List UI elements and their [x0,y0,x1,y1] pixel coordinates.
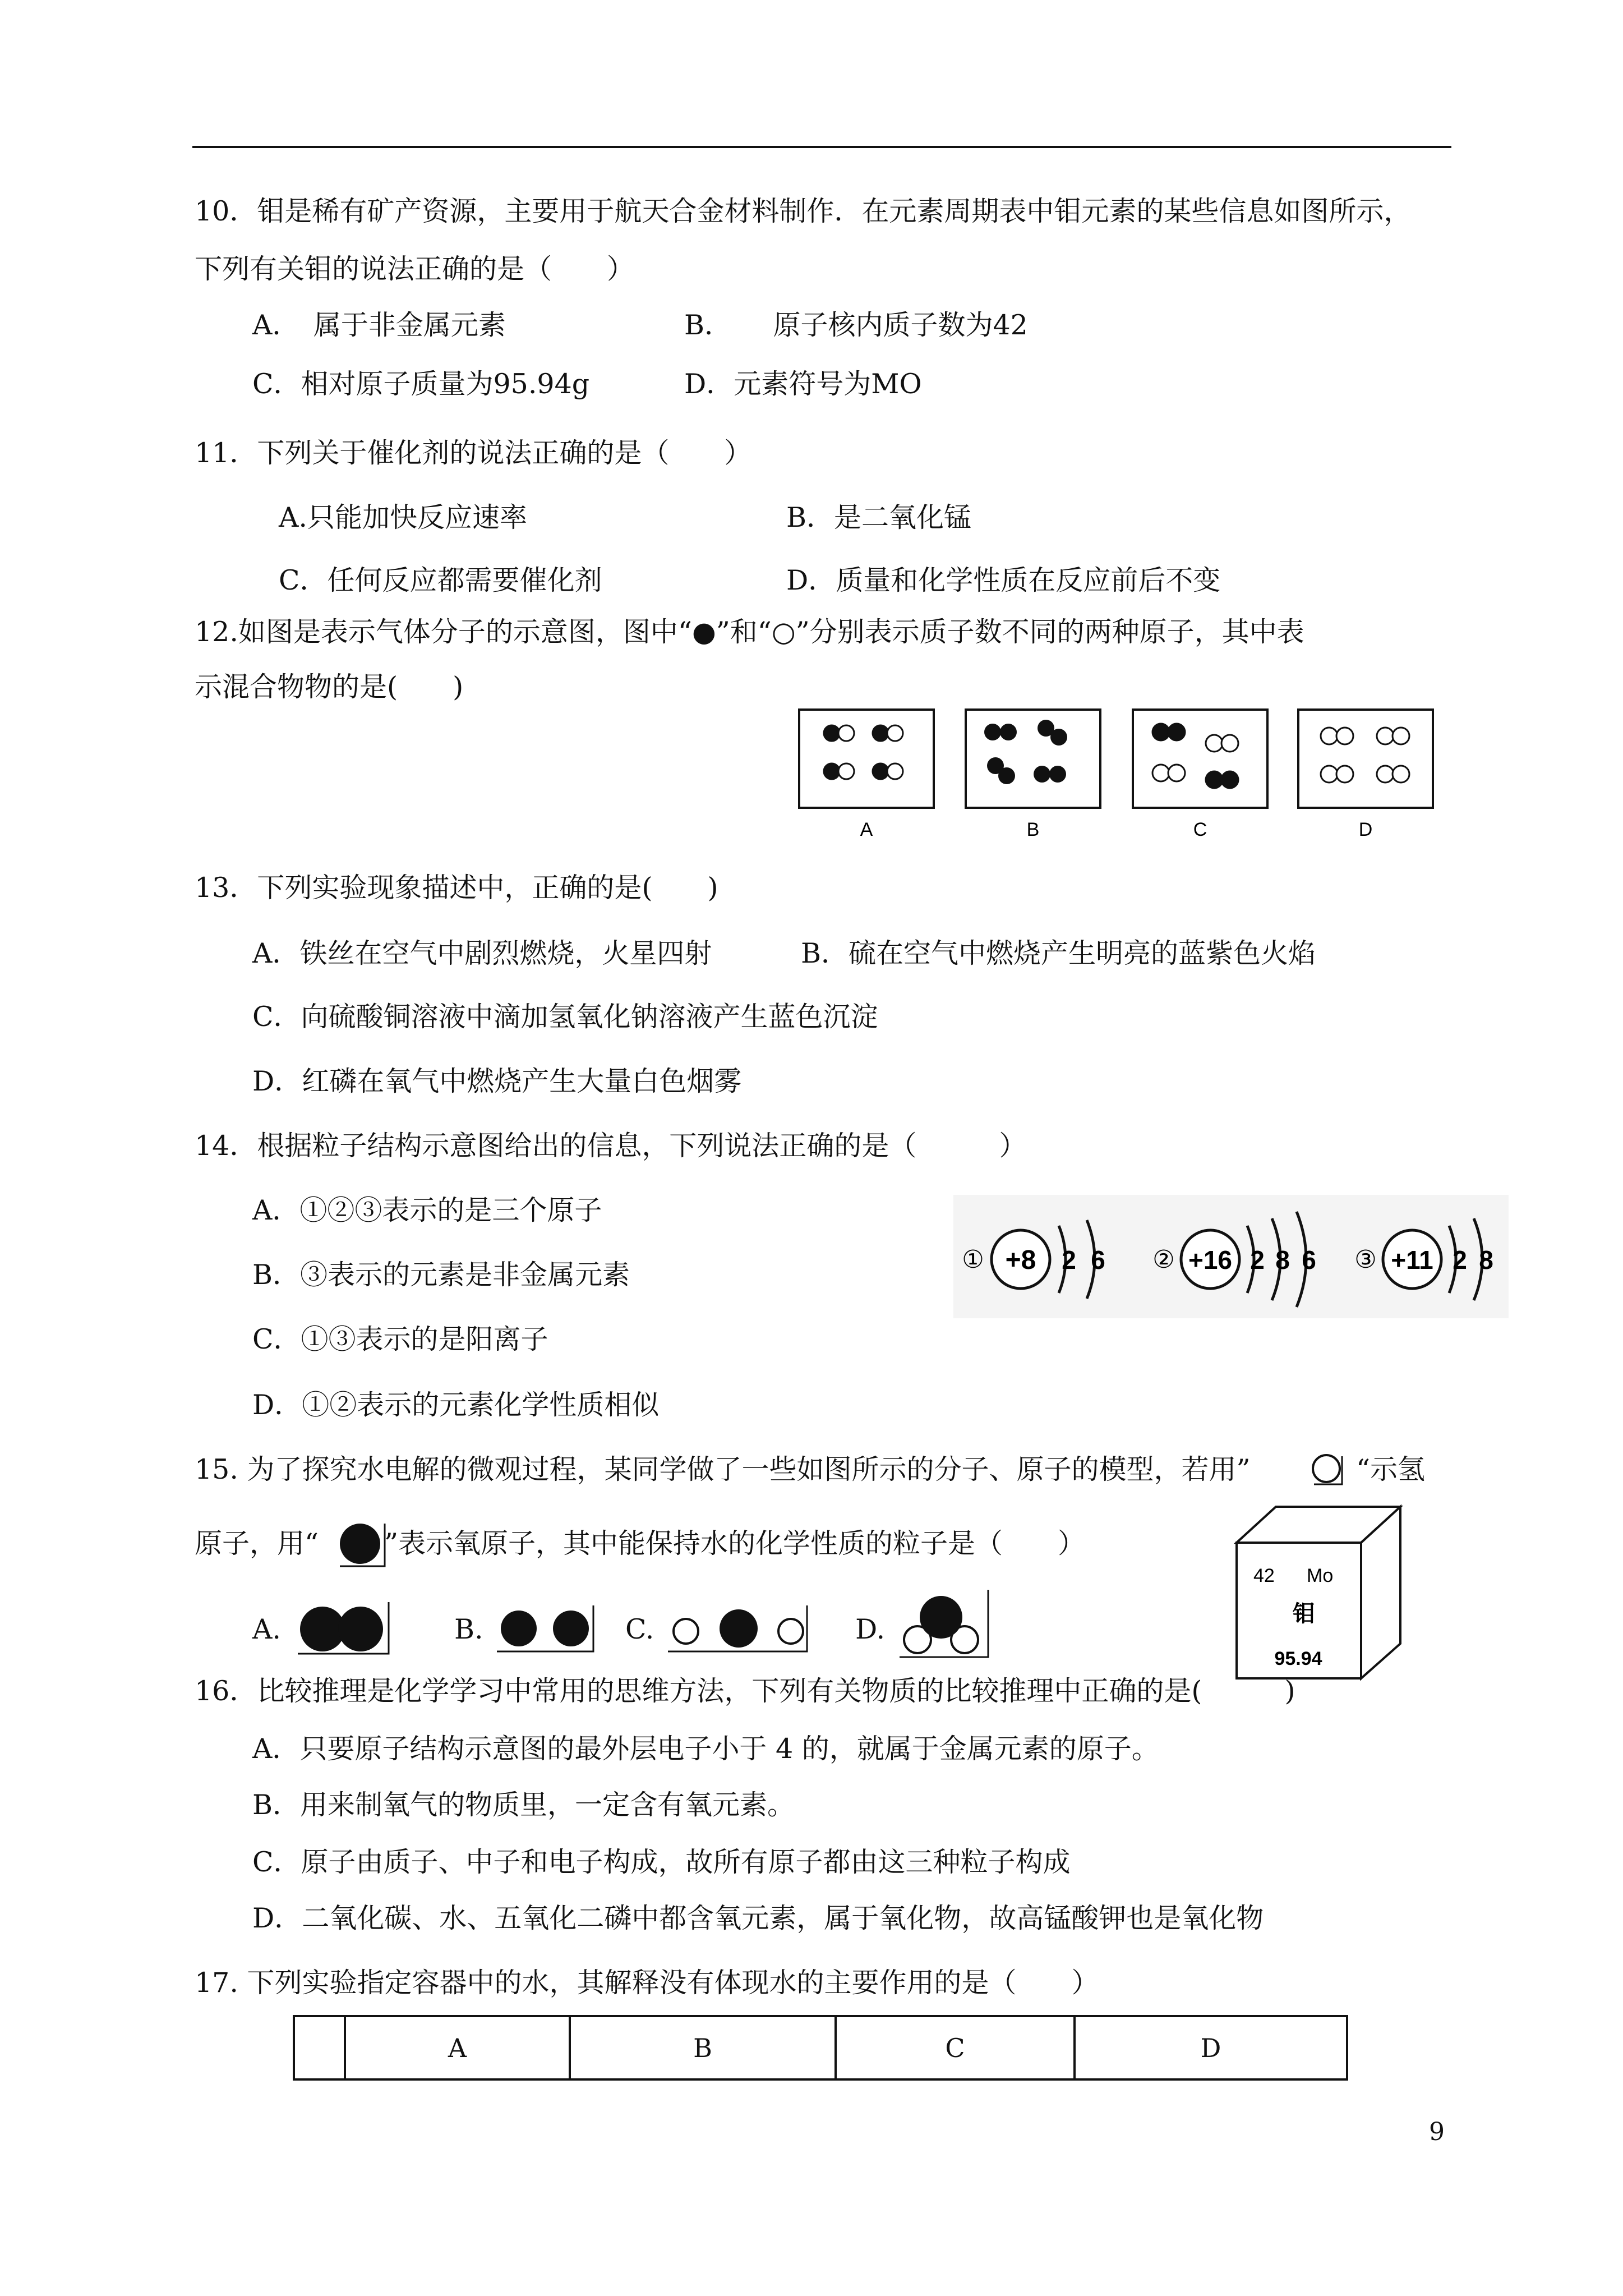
q15-option-b: B. [454,1613,483,1645]
q10-option-d: D．元素符号为MO [684,368,922,400]
q11-option-d: D．质量和化学性质在反应前后不变 [786,564,1221,596]
q15-option-c: C. [625,1613,654,1645]
q15-line2-part1: 原子，用“ [195,1527,319,1559]
q13-option-b: B．硫在空气中燃烧产生明亮的蓝紫色火焰 [801,937,1316,969]
particle-1-shell-2: 6 [1091,1245,1105,1274]
q15-option-d: D. [855,1613,886,1645]
q11-stem: 11．下列关于催化剂的说法正确的是（ ） [195,437,752,469]
q15-line1-part2: “示氢 [1356,1453,1426,1485]
q12-label-d: D [1358,819,1373,840]
q12-label-a: A [860,819,873,840]
q10-line2: 下列有关钼的说法正确的是（ ） [195,253,635,285]
q10-option-b: B． 原子核内质子数为42 [684,309,1028,341]
table-row [294,2016,1347,2079]
q12-line2: 示混合物物的是( ) [195,671,464,703]
particle-1-shell-1: 2 [1062,1245,1076,1274]
q13-option-a: A．铁丝在空气中剧烈燃烧，火星四射 [252,937,712,969]
q10-option-a: A． 属于非金属元素 [252,309,506,341]
q17-header-d: D [1075,2016,1347,2079]
mo-symbol: Mo [1307,1565,1334,1586]
q12-label-c: C [1193,819,1207,840]
mo-name: 钼 [1293,1601,1315,1627]
page-number: 9 [1429,2118,1445,2146]
q16-option-d: D．二氧化碳、水、五氧化二磷中都含氧元素，属于氧化物，故高锰酸钾也是氧化物 [252,1902,1264,1934]
particle-1-index: ① [962,1246,984,1273]
q14-option-c: C．①③表示的是阳离子 [252,1323,548,1355]
particle-2-shell-1: 2 [1250,1245,1265,1274]
q12-line1: 12.如图是表示气体分子的示意图，图中“●”和“○”分别表示质子数不同的两种原子，其中表 [195,616,1304,648]
particle-2-shell-2: 8 [1275,1245,1290,1274]
particle-2-nucleus: +16 [1188,1245,1233,1274]
q14-option-b: B．③表示的元素是非金属元素 [252,1259,630,1291]
q13-option-d: D．红磷在氧气中燃烧产生大量白色烟雾 [252,1065,742,1097]
q11-option-a: A.只能加快反应速率 [279,501,527,533]
q14-stem: 14．根据粒子结构示意图给出的信息，下列说法正确的是（ ） [195,1130,1027,1162]
q12-molecule-figure [791,701,1447,847]
q17-header-blank [294,2016,345,2079]
q17-stem: 17. 下列实验指定容器中的水，其解释没有体现水的主要作用的是（ ） [195,1967,1099,1999]
q11-option-b: B．是二氧化锰 [786,501,972,533]
q14-option-a: A．①②③表示的是三个原子 [252,1194,602,1226]
q15-option-b-model [494,1603,597,1654]
q10-option-c: C．相对原子质量为95.94g [252,368,590,400]
q10-line1: 10．钼是稀有矿产资源，主要用于航天合金材料制作．在元素周期表中钼元素的某些信息如图所示， [195,195,1412,227]
q14-particle-diagrams [953,1195,1509,1318]
oxygen-atom-legend-icon [336,1521,387,1567]
q17-header-a: A [345,2016,570,2079]
particle-1-nucleus: +8 [1005,1245,1036,1275]
q17-table [293,2015,1348,2081]
particle-3-shell-1: 2 [1453,1245,1467,1274]
q15-option-a: A. [252,1613,281,1645]
q16-stem: 16．比较推理是化学学习中常用的思维方法，下列有关物质的比较推理中正确的是( ) [195,1675,1295,1707]
q15-option-a-model [294,1600,393,1656]
q16-option-b: B．用来制氧气的物质里，一定含有氧元素。 [252,1789,795,1821]
q15-option-d-model [896,1586,992,1659]
q11-option-c: C．任何反应都需要催化剂 [279,564,602,596]
q17-header-b: B [570,2016,836,2079]
q16-option-a: A．只要原子结构示意图的最外层电子小于 4 的，就属于金属元素的原子。 [252,1733,1159,1765]
molybdenum-element-cell [1231,1503,1410,1683]
header-rule [192,146,1451,148]
q16-option-c: C．原子由质子、中子和电子构成，故所有原子都由这三种粒子构成 [252,1846,1071,1878]
particle-3-index: ③ [1354,1246,1377,1273]
q13-option-c: C．向硫酸铜溶液中滴加氢氧化钠溶液产生蓝色沉淀 [252,1001,878,1033]
q13-stem: 13．下列实验现象描述中，正确的是( ) [195,872,718,904]
particle-3-nucleus: +11 [1391,1245,1433,1274]
q14-option-d: D．①②表示的元素化学性质相似 [252,1389,660,1421]
particle-2-index: ② [1152,1246,1175,1273]
particle-3-shell-2: 8 [1479,1245,1493,1274]
q17-header-c: C [836,2016,1075,2079]
q15-option-c-model [665,1603,810,1654]
hydrogen-atom-legend-icon [1310,1452,1344,1487]
mo-atomic-number: 42 [1253,1565,1275,1586]
q15-line1-part1: 15. 为了探究水电解的微观过程，某同学做了一些如图所示的分子、原子的模型，若用” [195,1453,1251,1485]
particle-2-shell-3: 6 [1302,1245,1316,1274]
q15-line2-part2: ”表示氧原子，其中能保持水的化学性质的粒子是（ ） [384,1527,1086,1559]
q12-label-b: B [1026,819,1040,840]
mo-atomic-mass: 95.94 [1274,1648,1322,1669]
